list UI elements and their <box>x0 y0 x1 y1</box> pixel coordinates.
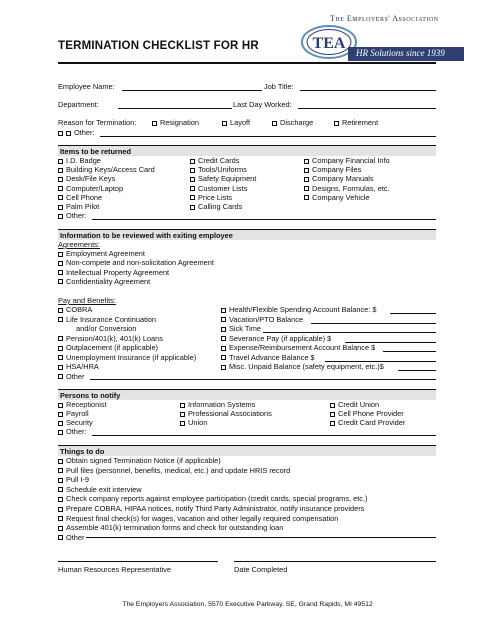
pay-benefit-label: COBRA <box>66 305 93 314</box>
items-returned-col1-item[interactable] <box>58 193 102 202</box>
agreement-item[interactable] <box>58 258 214 267</box>
todo-item[interactable] <box>58 485 142 494</box>
balance-label: Sick Time <box>229 324 262 333</box>
persons-notify-other[interactable]: Other: <box>58 427 87 436</box>
checkbox[interactable] <box>190 195 195 200</box>
section-persons-notify: Persons to notify <box>58 389 436 400</box>
checkbox[interactable] <box>221 308 226 313</box>
checkbox[interactable] <box>221 365 226 370</box>
title-divider <box>58 62 436 64</box>
pay-benefit-label: Outplacement (if applicable) <box>66 343 159 352</box>
items-returned-col2-label: Safety Equipment <box>198 174 257 184</box>
checkbox[interactable] <box>58 186 63 191</box>
todo-item[interactable] <box>58 466 290 475</box>
items-returned-col1-item[interactable] <box>58 202 99 211</box>
logo-letters: TEA <box>312 35 346 52</box>
items-returned-col1-label: Desk/File Keys <box>66 174 116 184</box>
items-returned-col3-item[interactable] <box>304 165 361 174</box>
logo-org-name: The Employers' Association <box>330 14 439 23</box>
checkbox[interactable] <box>58 317 63 322</box>
notify-col2-item[interactable] <box>180 418 207 427</box>
agreement-label: Intellectual Property Agreement <box>66 267 170 277</box>
agreement-label: Non-compete and non-solicitation Agreement <box>66 258 214 268</box>
pay-benefit-label: HSA/HRA <box>66 362 99 371</box>
checkbox[interactable] <box>58 421 63 426</box>
notify-col3-label: Credit Union <box>338 400 380 409</box>
todo-other-field[interactable] <box>86 537 436 538</box>
balance-label: Severance Pay (if applicable) $ <box>229 333 332 343</box>
reason-option-resignation[interactable]: Resignation <box>152 118 199 127</box>
pay-benefit-item[interactable] <box>58 362 99 371</box>
tea-logo <box>296 12 466 62</box>
life-insurance-continuation: and/or Conversion <box>76 324 137 333</box>
checkbox[interactable] <box>304 159 309 164</box>
checkbox[interactable] <box>334 121 339 126</box>
checkbox[interactable] <box>58 355 63 360</box>
checkbox[interactable] <box>180 412 185 417</box>
items-returned-col3-item[interactable] <box>304 174 374 183</box>
job-title-field[interactable] <box>300 90 436 91</box>
notify-col1-item[interactable] <box>58 409 89 418</box>
page-title: TERMINATION CHECKLIST FOR HR <box>58 40 259 52</box>
notify-col2-label: Information Systems <box>188 400 256 409</box>
checkbox[interactable] <box>330 412 335 417</box>
checkbox[interactable] <box>58 279 63 284</box>
agreement-item[interactable] <box>58 249 145 258</box>
balance-item[interactable] <box>221 324 261 333</box>
balance-item[interactable] <box>221 305 377 314</box>
pay-benefit-item[interactable] <box>58 343 158 352</box>
persons-notify-other-field[interactable] <box>92 435 436 436</box>
balance-label: Health/Flexible Spending Account Balance: $ <box>229 305 377 314</box>
reason-option-other[interactable]: Other: <box>58 128 95 137</box>
checkbox[interactable] <box>330 403 335 408</box>
items-returned-col1-label: Building Keys/Access Card <box>66 165 155 175</box>
date-completed-label: Date Completed <box>234 565 288 574</box>
balance-field[interactable] <box>311 323 436 324</box>
job-title-label: Job Title: <box>264 82 294 91</box>
checkbox[interactable] <box>304 195 309 200</box>
notify-col2-item[interactable] <box>180 409 272 418</box>
checkbox[interactable] <box>190 205 195 210</box>
items-returned-col2-label: Customer Lists <box>198 183 248 193</box>
pay-benefit-item[interactable] <box>58 353 196 362</box>
checkbox[interactable] <box>58 459 63 464</box>
notify-col3-item[interactable] <box>330 418 405 427</box>
todo-label: Obtain signed Termination Notice (if applicable) <box>66 456 221 465</box>
items-returned-col2-label: Credit Cards <box>198 156 240 165</box>
items-returned-col2-item[interactable] <box>190 174 256 183</box>
reason-option-layoff[interactable]: Layoff <box>222 118 250 127</box>
checkbox[interactable] <box>58 159 63 164</box>
hr-rep-signature-line[interactable] <box>58 561 218 562</box>
checkbox[interactable] <box>190 159 195 164</box>
items-returned-col2-item[interactable] <box>190 202 242 211</box>
checkbox[interactable] <box>304 177 309 182</box>
department-field[interactable] <box>118 108 232 109</box>
items-returned-col2-item[interactable] <box>190 156 239 165</box>
checkbox[interactable] <box>58 535 63 540</box>
pay-benefit-label: Unemployment Insurance (if applicable) <box>66 352 197 362</box>
items-returned-col1-label: Computer/Laptop <box>66 183 124 193</box>
balance-field[interactable] <box>390 313 436 314</box>
notify-col3-label: Cell Phone Provider <box>338 409 404 419</box>
checkbox[interactable] <box>58 487 63 492</box>
checkbox[interactable] <box>272 121 277 126</box>
section-things-todo: Things to do <box>58 445 436 456</box>
balance-label: Misc. Unpaid Balance (safety equipment, etc.)$ <box>229 362 384 371</box>
pay-benefit-label: Other <box>66 371 85 381</box>
employee-name-label: Employee Name: <box>58 82 115 91</box>
items-returned-other-field[interactable] <box>92 219 436 220</box>
items-returned-col1-label: Cell Phone <box>66 192 103 202</box>
items-returned-col3-label: Company Files <box>312 165 362 175</box>
agreement-label: Employment Agreement <box>66 249 145 258</box>
section-items-returned: Items to be returned <box>58 145 436 156</box>
hr-rep-label: Human Resources Representative <box>58 565 171 574</box>
todo-item[interactable] <box>58 514 338 523</box>
items-returned-col3-item[interactable] <box>304 193 370 202</box>
notify-col2-label: Union <box>188 418 208 428</box>
checkbox[interactable] <box>58 177 63 182</box>
items-returned-col3-label: Designs, Formulas, etc. <box>312 183 390 193</box>
items-returned-col3-label: Company Manuals <box>312 174 374 184</box>
checkbox[interactable] <box>58 412 63 417</box>
reason-label: Reason for Termination: <box>58 118 137 127</box>
items-returned-col1-label: Palm Pilot <box>66 202 100 211</box>
checkbox[interactable] <box>190 168 195 173</box>
checkbox[interactable] <box>58 195 63 200</box>
logo-tagline: HR Solutions since 1939 <box>356 48 445 58</box>
checkbox[interactable] <box>58 205 63 210</box>
todo-item[interactable] <box>58 504 364 513</box>
balance-label: Expense/Reimbursement Account Balance $ <box>229 343 376 352</box>
todo-label: Pull files (personnel, benefits, medical, etc.) and update HRIS record <box>66 465 291 475</box>
todo-label: Schedule exit interview <box>66 484 142 494</box>
todo-item[interactable] <box>58 523 283 532</box>
items-returned-col2-label: Calling Cards <box>198 202 243 211</box>
items-returned-col2-label: Tools/Uniforms <box>198 165 247 175</box>
items-returned-col3-label: Company Financial Info <box>312 156 390 165</box>
pay-benefit-label: Life Insurance Continuation <box>66 314 156 324</box>
checkbox[interactable] <box>58 374 63 379</box>
date-completed-line[interactable] <box>234 561 436 562</box>
reason-option-retirement[interactable]: Retirement <box>334 118 378 127</box>
pay-benefit-item[interactable] <box>58 334 163 343</box>
checkbox[interactable] <box>58 131 63 136</box>
pay-benefit-item[interactable] <box>58 315 156 324</box>
agreement-item[interactable] <box>58 277 150 286</box>
checkbox[interactable] <box>58 214 63 219</box>
notify-col1-label: Receptionist <box>66 400 107 409</box>
checkbox[interactable] <box>222 121 227 126</box>
balance-field[interactable] <box>398 370 436 371</box>
todo-label: Assemble 401(k) termination forms and check for outstanding loan <box>66 523 284 533</box>
balance-field[interactable] <box>383 351 436 352</box>
todo-label: Check company reports against employee participation (credit cards, special programs, etc.) <box>66 494 368 504</box>
checkbox[interactable] <box>58 168 63 173</box>
items-returned-col1-item[interactable] <box>58 174 115 183</box>
checkbox[interactable] <box>221 346 226 351</box>
checkbox[interactable] <box>58 365 63 370</box>
pay-benefits-label: Pay and Benefits: <box>58 296 116 305</box>
checkbox[interactable] <box>58 336 63 341</box>
checkbox[interactable] <box>58 526 63 531</box>
checkbox[interactable] <box>58 346 63 351</box>
last-day-label: Last Day Worked: <box>233 100 292 109</box>
agreement-item[interactable] <box>58 268 169 277</box>
items-returned-col2-item[interactable] <box>190 193 232 202</box>
checkbox[interactable] <box>58 430 63 435</box>
pay-benefit-item[interactable] <box>58 372 84 381</box>
notify-col2-item[interactable] <box>180 400 255 409</box>
checkbox[interactable] <box>58 252 63 257</box>
todo-label: Request final check(s) for wages, vacation and other legally required compensation <box>66 513 339 523</box>
checkbox[interactable] <box>180 421 185 426</box>
department-label: Department: <box>58 100 99 109</box>
notify-col3-item[interactable] <box>330 409 404 418</box>
items-returned-other[interactable]: Other: <box>58 211 87 220</box>
checkbox[interactable] <box>58 308 63 313</box>
checkbox[interactable] <box>304 168 309 173</box>
checkbox[interactable] <box>221 336 226 341</box>
checkbox[interactable] <box>58 478 63 483</box>
pay-benefit-label: Pension/401(k), 401(k) Loans <box>66 333 163 343</box>
balance-label: Vacation/PTO Balance <box>229 314 304 324</box>
balance-item[interactable] <box>221 343 375 352</box>
checkbox[interactable] <box>304 186 309 191</box>
items-returned-col3-label: Company Vehicle <box>312 192 370 202</box>
todo-item[interactable] <box>58 456 221 465</box>
todo-label: Other <box>66 532 85 542</box>
footer-address: The Employers Association, 5570 Executive Parkway, SE, Grand Rapids, MI 49512 <box>122 601 373 608</box>
checkbox[interactable] <box>58 270 63 275</box>
balance-label: Travel Advance Balance $ <box>229 352 315 362</box>
todo-item[interactable] <box>58 533 84 542</box>
section-info-review: Information to be reviewed with exiting employee <box>58 229 436 240</box>
notify-col2-label: Professional Associations <box>188 409 272 419</box>
notify-col3-item[interactable] <box>330 400 379 409</box>
todo-label: Pull I-9 <box>66 475 90 485</box>
checkbox[interactable] <box>58 468 63 473</box>
items-returned-col3-item[interactable] <box>304 184 390 193</box>
checkbox[interactable] <box>190 186 195 191</box>
items-returned-col2-label: Price Lists <box>198 192 233 202</box>
last-day-field[interactable] <box>298 108 436 109</box>
items-returned-col2-item[interactable] <box>190 184 247 193</box>
items-returned-col1-item[interactable] <box>58 184 123 193</box>
checkbox[interactable] <box>221 355 226 360</box>
checkbox[interactable] <box>330 421 335 426</box>
checkbox[interactable] <box>58 497 63 502</box>
notify-col1-label: Security <box>66 418 93 428</box>
balance-item[interactable] <box>221 315 303 324</box>
todo-item[interactable] <box>58 494 368 503</box>
pay-other-field[interactable] <box>90 379 436 380</box>
notify-col1-item[interactable] <box>58 400 107 409</box>
checkbox[interactable] <box>66 131 71 136</box>
todo-item[interactable] <box>58 475 89 484</box>
checkbox[interactable] <box>221 317 226 322</box>
notify-col1-label: Payroll <box>66 409 89 419</box>
items-returned-col1-item[interactable] <box>58 165 155 174</box>
balance-item[interactable] <box>221 334 331 343</box>
checkbox[interactable] <box>221 327 226 332</box>
pay-benefit-item[interactable] <box>58 305 92 314</box>
reason-option-discharge[interactable]: Discharge <box>272 118 313 127</box>
checkbox[interactable] <box>58 403 63 408</box>
agreement-label: Confidentiality Agreement <box>66 276 151 286</box>
items-returned-col3-item[interactable] <box>304 156 390 165</box>
todo-label: Prepare COBRA, HIPAA notices, notify Third Party Administrator, notify insurance providers <box>66 504 365 513</box>
notify-col3-label: Credit Card Provider <box>338 418 406 428</box>
balance-item[interactable] <box>221 353 315 362</box>
items-returned-col2-item[interactable] <box>190 165 247 174</box>
checkbox[interactable] <box>152 121 157 126</box>
checkbox[interactable] <box>180 403 185 408</box>
items-returned-col1-item[interactable] <box>58 156 101 165</box>
agreements-label: Agreements: <box>58 240 100 249</box>
checkbox[interactable] <box>58 516 63 521</box>
checkbox[interactable] <box>190 177 195 182</box>
balance-item[interactable] <box>221 362 384 371</box>
reason-other-field[interactable] <box>100 136 436 137</box>
items-returned-col1-label: I.D. Badge <box>66 156 101 165</box>
checkbox[interactable] <box>58 507 63 512</box>
employee-name-field[interactable] <box>122 90 262 91</box>
checkbox[interactable] <box>58 261 63 266</box>
